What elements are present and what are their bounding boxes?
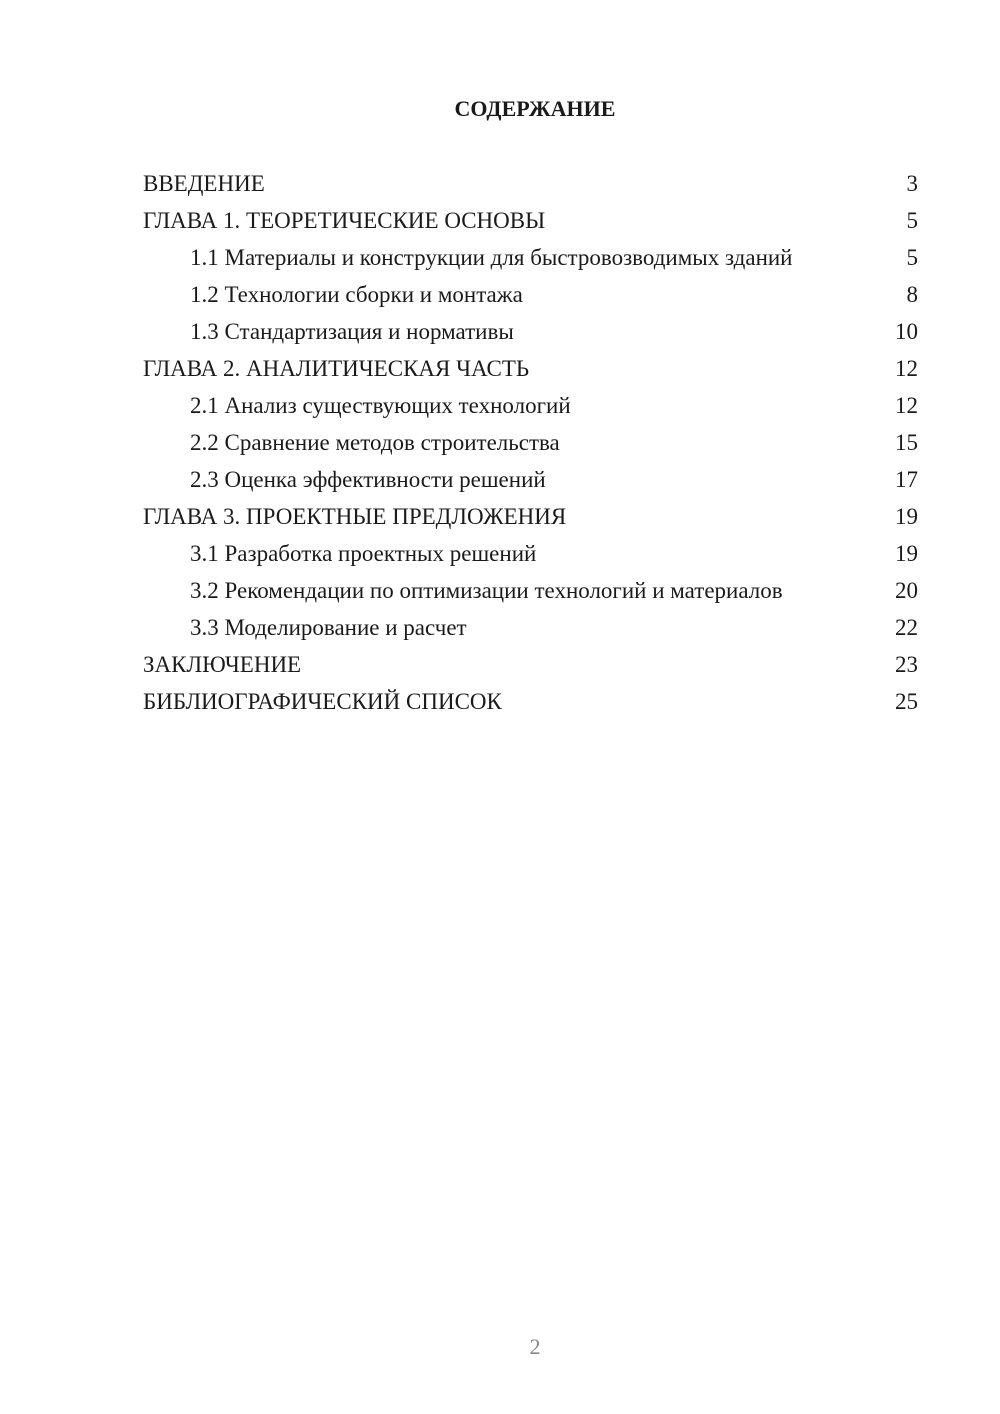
toc-entry-page: 5 <box>906 208 918 233</box>
toc-chapter-entry <box>143 503 918 530</box>
toc-section-entry <box>143 318 918 345</box>
toc-section-entry <box>143 577 918 604</box>
toc-section-entry <box>143 392 918 419</box>
toc-entry-page: 3 <box>906 171 918 196</box>
toc-entry-label: 2.2 Сравнение методов строительства <box>190 430 560 455</box>
toc-entry-page: 20 <box>895 578 918 603</box>
toc-section-entry <box>143 540 918 567</box>
toc-entry-label: ГЛАВА 1. ТЕОРЕТИЧЕСКИЕ ОСНОВЫ <box>143 208 546 233</box>
toc-entry-page: 10 <box>895 319 918 344</box>
toc-entry-page: 12 <box>895 393 918 418</box>
toc-section-entry <box>143 244 918 271</box>
toc-entry-label: 1.1 Материалы и конструкции для быстровозводимых зданий <box>190 245 793 270</box>
toc-entry-label: 2.1 Анализ существующих технологий <box>190 393 571 418</box>
toc-entry-page: 15 <box>895 430 918 455</box>
toc-entry-label: 3.1 Разработка проектных решений <box>190 541 537 566</box>
toc-entry-label: 1.2 Технологии сборки и монтажа <box>190 282 523 307</box>
page-number: 2 <box>529 1334 541 1359</box>
toc-entry-label: ГЛАВА 2. АНАЛИТИЧЕСКАЯ ЧАСТЬ <box>143 356 530 381</box>
toc-entry-label: ГЛАВА 3. ПРОЕКТНЫЕ ПРЕДЛОЖЕНИЯ <box>143 504 567 529</box>
toc-chapter-entry <box>143 651 918 678</box>
toc-entry-page: 17 <box>895 467 918 492</box>
toc-title: СОДЕРЖАНИЕ <box>454 96 616 121</box>
toc-entry-page: 25 <box>895 689 918 714</box>
toc-section-entry <box>143 614 918 641</box>
toc-entry-page: 19 <box>895 504 918 529</box>
toc-entry-label: 3.2 Рекомендации по оптимизации технологий и материалов <box>190 578 783 603</box>
toc-chapter-entry <box>143 688 918 715</box>
toc-chapter-entry <box>143 355 918 382</box>
toc-entry-page: 8 <box>906 282 918 307</box>
toc-entry-page: 19 <box>895 541 918 566</box>
toc-section-entry <box>143 281 918 308</box>
toc-entry-page: 5 <box>906 245 918 270</box>
table-of-contents <box>143 170 918 725</box>
toc-section-entry <box>143 429 918 456</box>
toc-entry-label: ВВЕДЕНИЕ <box>143 171 265 196</box>
toc-section-entry <box>143 466 918 493</box>
toc-entry-label: БИБЛИОГРАФИЧЕСКИЙ СПИСОК <box>143 689 502 714</box>
toc-entry-label: 1.3 Стандартизация и нормативы <box>190 319 514 344</box>
toc-entry-page: 23 <box>895 652 918 677</box>
toc-entry-page: 22 <box>895 615 918 640</box>
toc-chapter-entry <box>143 170 918 197</box>
toc-entry-label: ЗАКЛЮЧЕНИЕ <box>143 652 302 677</box>
toc-entry-page: 12 <box>895 356 918 381</box>
toc-entry-label: 2.3 Оценка эффективности решений <box>190 467 546 492</box>
toc-chapter-entry <box>143 207 918 234</box>
toc-entry-label: 3.3 Моделирование и расчет <box>190 615 467 640</box>
